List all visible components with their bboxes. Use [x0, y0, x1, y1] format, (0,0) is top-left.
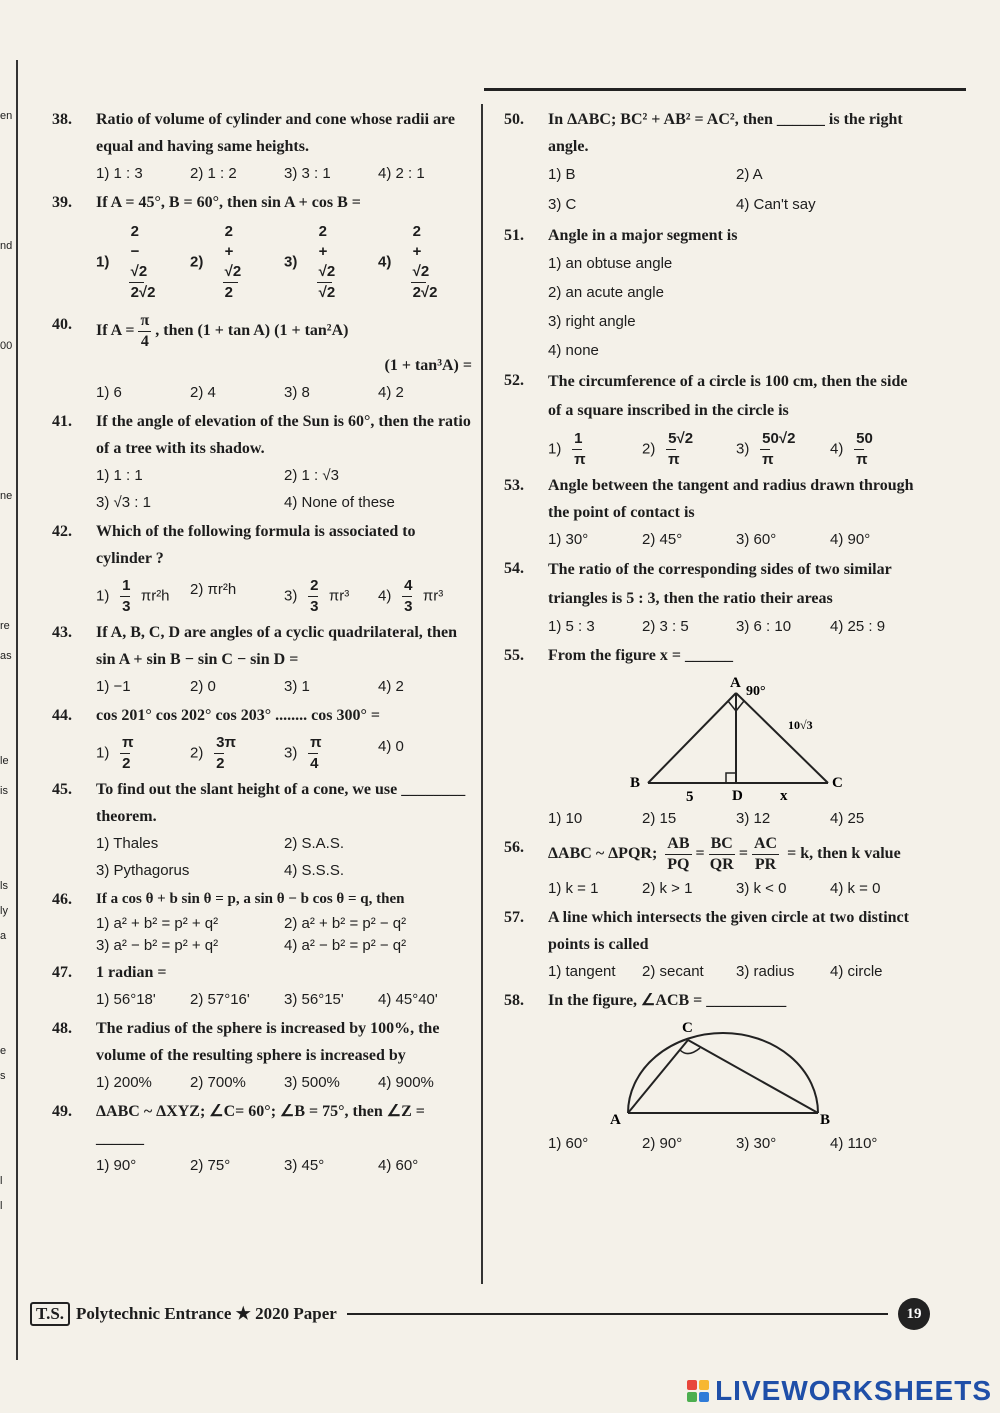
- question-text: A line which intersects the given circle at two distinct points is called: [548, 909, 909, 953]
- options: [548, 429, 924, 470]
- numerator: 1: [572, 429, 582, 450]
- option[interactable]: 2) 1 : 2: [190, 165, 237, 182]
- options: [96, 986, 472, 1013]
- option[interactable]: 4) 110°: [830, 1135, 878, 1152]
- denominator: 4: [310, 755, 319, 772]
- option[interactable]: 1) Thales: [96, 835, 159, 852]
- question-number: 42.: [52, 523, 72, 540]
- spine-letters: ls: [0, 880, 8, 892]
- question-number: 52.: [504, 372, 524, 389]
- question-53: [504, 472, 924, 553]
- spine-letters: s: [0, 1070, 6, 1082]
- option[interactable]: 4) 0: [378, 738, 404, 755]
- option[interactable]: [284, 222, 378, 303]
- option[interactable]: 1) k = 1: [548, 880, 599, 897]
- spine-letters: e: [0, 1045, 7, 1057]
- option[interactable]: 1) 10: [548, 810, 583, 827]
- chord-cb: [688, 1040, 818, 1113]
- option[interactable]: 4) k = 0: [830, 880, 881, 897]
- watermark-text: LIVEWORKSHEETS: [715, 1375, 992, 1406]
- spine-letters: 00: [0, 340, 13, 352]
- line-ab: [648, 693, 736, 783]
- option[interactable]: 3) 12: [736, 810, 771, 827]
- options: [96, 673, 472, 700]
- question-number: 57.: [504, 909, 524, 926]
- option[interactable]: 4) a² − b² = p² − q²: [284, 937, 407, 954]
- label-a: A: [730, 675, 741, 691]
- question-number: 40.: [52, 316, 72, 333]
- fraction: [753, 429, 796, 470]
- fraction: [665, 834, 691, 875]
- option[interactable]: [284, 576, 378, 617]
- question-number: 51.: [504, 227, 524, 244]
- option[interactable]: 3) 3 : 1: [284, 165, 331, 182]
- option[interactable]: 3) right angle: [548, 313, 636, 330]
- option[interactable]: 4) S.S.S.: [284, 862, 345, 879]
- fraction: [138, 311, 151, 352]
- option[interactable]: [96, 733, 190, 774]
- option[interactable]: 1) −1: [96, 678, 131, 695]
- fraction: [565, 429, 589, 470]
- footer-rule: [347, 1313, 888, 1315]
- question-45: [52, 776, 472, 884]
- denominator: 2√2: [412, 284, 438, 301]
- numerator: BC: [709, 834, 735, 855]
- options: [96, 576, 472, 617]
- option[interactable]: 2) 1 : √3: [284, 467, 339, 484]
- question-42: [52, 518, 472, 617]
- option[interactable]: 2) 3 : 5: [642, 618, 689, 635]
- question-text: If A, B, C, D are angles of a cyclic quadrilateral, then: [96, 624, 458, 641]
- arc: [628, 1033, 818, 1113]
- question-text: If a cos θ + b sin θ = p, a sin θ − b cos θ = q, then: [96, 891, 405, 907]
- question-number: 50.: [504, 111, 524, 128]
- label-angle: 90°: [746, 684, 766, 699]
- question-text: cos 201° cos 202° cos 203° ........ cos 300° =: [96, 707, 381, 724]
- options: [548, 160, 924, 220]
- option[interactable]: [378, 576, 472, 617]
- option-label: 4): [378, 587, 392, 605]
- question-text: The circumference of a circle is 100 cm, then the side of a square inscribed in the circle is: [548, 373, 908, 419]
- question-48: [52, 1015, 472, 1096]
- question-number: 44.: [52, 707, 72, 724]
- spine-letters: l: [0, 1175, 3, 1187]
- option-label: 2): [190, 253, 204, 271]
- question-58: [504, 987, 924, 1157]
- option[interactable]: 3) 30°: [736, 1135, 777, 1152]
- option[interactable]: 3) 45°: [284, 1157, 325, 1174]
- option[interactable]: 1) 60°: [548, 1135, 589, 1152]
- options: [548, 805, 924, 832]
- options: [548, 613, 924, 640]
- option[interactable]: 3) 56°15': [284, 991, 344, 1008]
- equals-sign: =: [695, 845, 705, 863]
- question-text: Ratio of volume of cylinder and cone whose radii are equal and having same heights.: [96, 111, 455, 155]
- options: [96, 733, 472, 774]
- denominator: 2: [216, 755, 225, 772]
- label-b: B: [820, 1112, 831, 1128]
- spine-letters: as: [0, 650, 12, 662]
- denominator: PQ: [667, 856, 690, 873]
- question-number: 56.: [504, 839, 524, 856]
- option[interactable]: 2) 0: [190, 678, 216, 695]
- question-text-part: If A =: [96, 322, 135, 340]
- question-51: [504, 222, 924, 365]
- fraction: [659, 429, 694, 470]
- denominator: 3: [122, 598, 131, 615]
- option[interactable]: 2) 15: [642, 810, 677, 827]
- numerator: 50: [854, 429, 864, 450]
- option[interactable]: 2) S.A.S.: [284, 835, 345, 852]
- spine-letters: re: [0, 620, 10, 632]
- numerator: 3π: [214, 733, 224, 754]
- question-text-line2: sin A + sin B − sin C − sin D =: [96, 651, 299, 668]
- option[interactable]: 4) 2 : 1: [378, 165, 425, 182]
- denominator: π: [574, 451, 586, 468]
- option-label: 1): [96, 744, 110, 762]
- numerator: AC: [752, 834, 779, 855]
- option-label: 4): [378, 253, 392, 271]
- right-column: [504, 106, 924, 1159]
- spine-letters: ly: [0, 905, 8, 917]
- option[interactable]: 4) 2: [378, 678, 404, 695]
- question-text: To find out the slant height of a cone, we use ________ theorem.: [96, 781, 466, 825]
- option[interactable]: [378, 222, 472, 303]
- option[interactable]: 1) 5 : 3: [548, 618, 595, 635]
- question-text-part: = k, then k value: [787, 845, 901, 863]
- question-54: [504, 555, 924, 640]
- denominator: 3: [310, 598, 319, 615]
- option[interactable]: 1) a² + b² = p² + q²: [96, 915, 219, 932]
- question-text-part: ΔABC ~ ΔPQR;: [548, 845, 658, 863]
- equals-sign: =: [738, 845, 748, 863]
- label-c: C: [682, 1020, 693, 1036]
- question-text: [96, 311, 472, 352]
- options: [96, 913, 472, 957]
- question-number: 38.: [52, 111, 72, 128]
- option[interactable]: [190, 733, 284, 774]
- spine-letters: l: [0, 1200, 3, 1212]
- question-57: [504, 904, 924, 985]
- option[interactable]: 1) 6: [96, 384, 122, 401]
- angle-mark-c: [680, 1048, 700, 1054]
- question-text: Angle between the tangent and radius drawn through the point of contact is: [548, 477, 914, 521]
- option[interactable]: 2) k > 1: [642, 880, 693, 897]
- fraction: [113, 576, 137, 617]
- option[interactable]: 1) tangent: [548, 963, 616, 980]
- question-50: [504, 106, 924, 220]
- option[interactable]: 1) 1 : 1: [96, 467, 143, 484]
- fraction: [709, 834, 735, 875]
- option[interactable]: 4) 90°: [830, 531, 871, 548]
- option[interactable]: 1) 200%: [96, 1074, 152, 1091]
- option[interactable]: 4) none: [548, 342, 599, 359]
- question-number: 55.: [504, 647, 524, 664]
- question-text: 1 radian =: [96, 964, 167, 981]
- question-number: 45.: [52, 781, 72, 798]
- question-55: [504, 642, 924, 832]
- option-term: πr²h: [140, 587, 170, 605]
- options: [96, 379, 472, 406]
- option-label: 3): [284, 744, 298, 762]
- denominator: QR: [709, 856, 734, 873]
- numerator: π: [120, 733, 130, 754]
- question-text: If A = 45°, B = 60°, then sin A + cos B =: [96, 194, 361, 211]
- left-column: [52, 106, 472, 1181]
- numerator: π: [308, 733, 318, 754]
- label-side-ac: 10√3: [788, 718, 813, 732]
- question-text-line2: (1 + tan³A) =: [384, 357, 472, 374]
- question-text: In ΔABC; BC² + AB² = AC², then ______ is the right angle.: [548, 111, 903, 155]
- option[interactable]: 1) 90°: [96, 1157, 137, 1174]
- denominator: √2: [318, 284, 336, 301]
- question-number: 43.: [52, 624, 72, 641]
- label-c: C: [832, 775, 843, 791]
- fraction: [301, 576, 325, 617]
- option-label: 3): [284, 587, 298, 605]
- options: [96, 462, 472, 516]
- question-49: [52, 1098, 472, 1179]
- question-43: [52, 619, 472, 700]
- options: [96, 1152, 472, 1179]
- option[interactable]: 4) 900%: [378, 1074, 434, 1091]
- option-term: πr³: [328, 587, 350, 605]
- option[interactable]: 4) 45°40': [378, 991, 438, 1008]
- option-label: 1): [96, 587, 110, 605]
- option[interactable]: 2) 90°: [642, 1135, 683, 1152]
- chord-ac: [628, 1040, 688, 1113]
- question-text: The radius of the sphere is increased by 100%, the volume of the resulting sphere is increased by: [96, 1020, 440, 1064]
- option[interactable]: 4) None of these: [284, 494, 395, 511]
- option[interactable]: 2) 75°: [190, 1157, 231, 1174]
- fraction: [301, 222, 347, 303]
- denominator: 2√2: [130, 284, 156, 301]
- fraction: [113, 733, 137, 774]
- fraction: [395, 576, 419, 617]
- option[interactable]: 2) an acute angle: [548, 284, 664, 301]
- option[interactable]: [736, 429, 830, 470]
- question-44: [52, 702, 472, 774]
- page-footer: [30, 1296, 930, 1332]
- question-56: [504, 834, 924, 902]
- denominator: 3: [404, 598, 413, 615]
- option[interactable]: [284, 733, 378, 774]
- numerator: 2 + √2: [411, 222, 427, 283]
- page-number: 19: [898, 1298, 930, 1330]
- question-52: [504, 367, 924, 470]
- fraction: [752, 834, 779, 875]
- question-number: 39.: [52, 194, 72, 211]
- option-label: 3): [736, 440, 750, 458]
- question-text-part: , then (1 + tan A) (1 + tan²A): [155, 322, 349, 340]
- label-d: D: [732, 788, 743, 803]
- question-text: From the figure x = ______: [548, 647, 733, 664]
- options: [96, 160, 472, 187]
- question-40: [52, 311, 472, 406]
- question-number: 46.: [52, 891, 72, 908]
- fraction: [207, 222, 253, 303]
- option[interactable]: 2) 700%: [190, 1074, 246, 1091]
- numerator: 2 + √2: [223, 222, 239, 283]
- footer-tag: T.S.: [30, 1302, 70, 1326]
- question-number: 47.: [52, 964, 72, 981]
- column-divider: [481, 104, 483, 1284]
- question-number: 41.: [52, 413, 72, 430]
- numerator: π: [138, 311, 151, 332]
- options: [96, 830, 472, 884]
- denominator: 2: [224, 284, 233, 301]
- option[interactable]: 4) circle: [830, 963, 883, 980]
- option[interactable]: 2) 45°: [642, 531, 683, 548]
- option-label: 2): [642, 440, 656, 458]
- option[interactable]: 2) 57°16': [190, 991, 250, 1008]
- option-label: 1): [548, 440, 562, 458]
- option[interactable]: 2) secant: [642, 963, 704, 980]
- fraction: [207, 733, 236, 774]
- denominator: 2: [122, 755, 131, 772]
- option[interactable]: 3) √3 : 1: [96, 494, 151, 511]
- options: [548, 249, 924, 365]
- question-number: 58.: [504, 992, 524, 1009]
- option[interactable]: [96, 576, 190, 617]
- option[interactable]: [830, 429, 924, 470]
- option[interactable]: 2) a² + b² = p² − q²: [284, 915, 407, 932]
- option[interactable]: 4) 25: [830, 810, 865, 827]
- question-number: 53.: [504, 477, 524, 494]
- options: [548, 875, 924, 902]
- question-text: Angle in a major segment is: [548, 227, 738, 244]
- option-label: 1): [96, 253, 110, 271]
- numerator: 2: [308, 576, 318, 597]
- options: [548, 526, 924, 553]
- spine-letters: nd: [0, 240, 13, 252]
- numerator: 2 + √2: [317, 222, 333, 283]
- option[interactable]: 3) a² − b² = p² + q²: [96, 937, 219, 954]
- label-a: A: [610, 1112, 621, 1128]
- option[interactable]: 1) 1 : 3: [96, 165, 143, 182]
- line-ac: [736, 693, 828, 783]
- option-term: πr³: [422, 587, 444, 605]
- question-46: [52, 886, 472, 957]
- numerator: 5√2: [666, 429, 676, 450]
- options: [96, 222, 472, 303]
- option[interactable]: 1) B: [548, 166, 576, 183]
- question-41: [52, 408, 472, 516]
- option[interactable]: 3) C: [548, 196, 577, 213]
- liveworksheets-watermark: [687, 1375, 992, 1407]
- top-rule: [484, 88, 966, 91]
- label-bd: 5: [686, 789, 694, 803]
- option[interactable]: 3) 8: [284, 384, 310, 401]
- question-text: ΔABC ~ ΔXYZ; ∠C= 60°; ∠B = 75°, then ∠Z = ______: [96, 1103, 425, 1147]
- fraction: [113, 222, 159, 303]
- option[interactable]: 2) πr²h: [190, 581, 237, 598]
- spine-letters: is: [0, 785, 8, 797]
- spine-letters: le: [0, 755, 9, 767]
- option[interactable]: 3) 6 : 10: [736, 618, 792, 635]
- option-label: 2): [190, 744, 204, 762]
- liveworksheets-logo-icon: [687, 1380, 709, 1402]
- denominator: π: [762, 451, 774, 468]
- denominator: PR: [754, 856, 777, 873]
- numerator: 2 − √2: [129, 222, 145, 283]
- label-dc: x: [780, 788, 788, 803]
- right-angle-mark: [726, 773, 736, 783]
- options: [96, 1069, 472, 1096]
- denominator: π: [668, 451, 680, 468]
- option[interactable]: 2) 4: [190, 384, 216, 401]
- option[interactable]: [190, 222, 284, 303]
- question-text: In the figure, ∠ACB = __________: [548, 992, 787, 1009]
- question-text: If the angle of elevation of the Sun is 60°, then the ratio of a tree with its shadow.: [96, 413, 471, 457]
- option[interactable]: 4) 2: [378, 384, 404, 401]
- exam-page: [44, 88, 924, 1288]
- label-b: B: [630, 775, 641, 791]
- option[interactable]: 4) 25 : 9: [830, 618, 886, 635]
- numerator: 1: [120, 576, 130, 597]
- denominator: 4: [140, 333, 149, 350]
- option[interactable]: 1) 56°18': [96, 991, 156, 1008]
- numerator: 50√2: [760, 429, 770, 450]
- option[interactable]: 3) Pythagorus: [96, 862, 190, 879]
- option-label: 3): [284, 253, 298, 271]
- question-text: The ratio of the corresponding sides of two similar triangles is 5 : 3, then the ratio their areas: [548, 561, 892, 607]
- option[interactable]: 2) A: [736, 166, 763, 183]
- denominator: π: [856, 451, 868, 468]
- question-47: [52, 959, 472, 1013]
- fraction: [301, 733, 325, 774]
- question-text: Which of the following formula is associated to cylinder ?: [96, 523, 416, 567]
- triangle-figure: [578, 673, 908, 803]
- option[interactable]: 1) an obtuse angle: [548, 255, 673, 272]
- question-number: 49.: [52, 1103, 72, 1120]
- option[interactable]: 3) 60°: [736, 531, 777, 548]
- options: [548, 958, 924, 985]
- option[interactable]: [548, 429, 642, 470]
- option[interactable]: [642, 429, 736, 470]
- option[interactable]: 3) 1: [284, 678, 310, 695]
- option[interactable]: 1) 30°: [548, 531, 589, 548]
- question-number: 48.: [52, 1020, 72, 1037]
- spine-letters: a: [0, 930, 7, 942]
- footer-title: Polytechnic Entrance ★ 2020 Paper: [76, 1304, 337, 1323]
- spine-letters: ne: [0, 490, 13, 502]
- option[interactable]: [96, 222, 190, 303]
- fraction: [847, 429, 871, 470]
- options: [548, 1130, 924, 1157]
- question-38: [52, 106, 472, 187]
- option[interactable]: 3) 500%: [284, 1074, 340, 1091]
- option[interactable]: 4) Can't say: [736, 196, 816, 213]
- semicircle-figure: [608, 1018, 838, 1128]
- numerator: AB: [665, 834, 691, 855]
- option[interactable]: 3) radius: [736, 963, 795, 980]
- option-label: 4): [830, 440, 844, 458]
- numerator: 4: [402, 576, 412, 597]
- option[interactable]: 4) 60°: [378, 1157, 419, 1174]
- question-39: [52, 189, 472, 303]
- page-spine: [0, 60, 18, 1360]
- question-text: [548, 834, 924, 875]
- spine-letters: en: [0, 110, 13, 122]
- question-number: 54.: [504, 560, 524, 577]
- option[interactable]: 3) k < 0: [736, 880, 787, 897]
- fraction: [395, 222, 441, 303]
